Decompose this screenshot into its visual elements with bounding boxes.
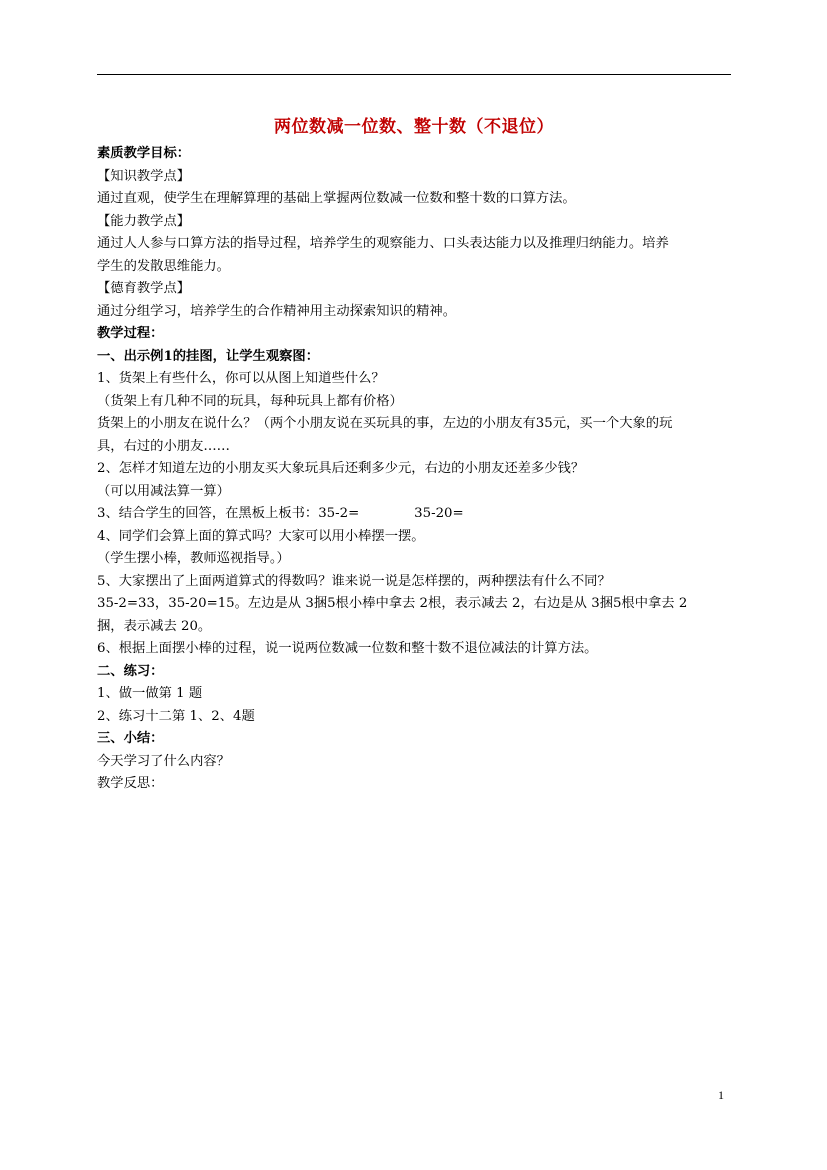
body-line: 4、同学们会算上面的算式吗？大家可以用小棒摆一摆。 — [97, 528, 425, 544]
body-line: 2、练习十二第 1、2、4题 — [97, 708, 255, 724]
body-line: （货架上有几种不同的玩具，每种玩具上都有价格） — [97, 393, 403, 409]
document-title: 两位数减一位数、整十数（不退位） — [274, 117, 554, 137]
body-line: 具，右过的小朋友…… — [97, 438, 230, 454]
body-line: 35-2=33，35-20=15。左边是从 3捆5根小棒中拿去 2根，表示减去 2，右边是从 3捆5根中拿去 2 — [97, 596, 688, 611]
body-line: 通过人人参与口算方法的指导过程，培养学生的观察能力、口头表达能力以及推理归纳能力。培养 — [97, 236, 669, 251]
body-line: 1、货架上有些什么，你可以从图上知道些什么？ — [97, 371, 385, 386]
body-line: 6、根据上面摆小棒的过程，说一说两位数减一位数和整十数不退位减法的计算方法。 — [97, 641, 598, 656]
section-heading: 一、出示例1的挂图，让学生观察图： — [97, 348, 320, 364]
section-heading: 二、练习： — [97, 663, 164, 679]
body-line: 3、结合学生的回答，在黑板上板书：35-2= 35-20= — [97, 506, 464, 521]
body-line: 【能力教学点】 — [97, 213, 191, 229]
body-line: 今天学习了什么内容？ — [97, 753, 230, 769]
body-line: 通过分组学习，培养学生的合作精神用主动探索知识的精神。 — [97, 303, 457, 319]
body-line: （学生摆小棒，教师巡视指导。） — [97, 551, 290, 566]
body-line: 【德育教学点】 — [97, 281, 191, 296]
body-line: 【知识教学点】 — [97, 168, 191, 184]
document-body — [97, 143, 731, 796]
body-line: 学生的发散思维能力。 — [97, 258, 230, 274]
body-line: 捆，表示减去 20。 — [97, 618, 212, 634]
body-line: 通过直观，使学生在理解算理的基础上掌握两位数减一位数和整十数的口算方法。 — [97, 191, 576, 206]
header-rule — [97, 74, 731, 75]
body-line: （可以用减法算一算） — [97, 483, 230, 499]
body-line: 教学反思： — [97, 776, 164, 791]
body-line: 5、大家摆出了上面两道算式的得数吗？谁来说一说是怎样摆的，两种摆法有什么不同？ — [97, 573, 611, 589]
body-line: 货架上的小朋友在说什么？（两个小朋友说在买玩具的事，左边的小朋友有35元，买一个大象的玩 — [97, 416, 673, 431]
section-heading: 三、小结： — [97, 731, 164, 746]
page-number: 1 — [718, 1088, 724, 1102]
body-line: 2、怎样才知道左边的小朋友买大象玩具后还剩多少元，右边的小朋友还差多少钱？ — [97, 461, 585, 476]
body-line: 1、做一做第 1 题 — [97, 686, 203, 701]
section-heading: 素质教学目标： — [97, 146, 191, 161]
section-heading: 教学过程： — [97, 326, 164, 341]
